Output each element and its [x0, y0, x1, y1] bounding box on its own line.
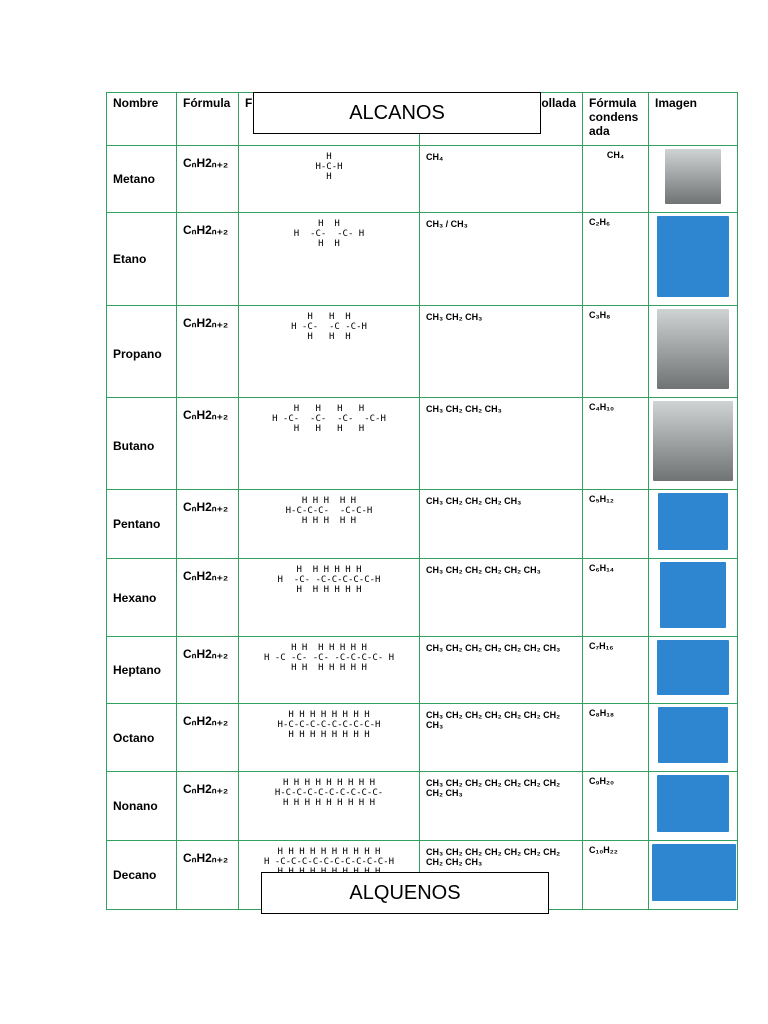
alkane-row [107, 146, 738, 213]
developed-formula [239, 559, 420, 637]
developed-formula-text: H H H H H H H H H H-C-C-C-C-C-C-C-C-C- H H H H H H H H H [274, 778, 384, 808]
condensed-formula: C₉H₂₀ [583, 772, 649, 841]
header-desarrollada: F [239, 93, 420, 146]
alkane-row [107, 704, 738, 772]
alkane-name: Octano [107, 704, 177, 772]
semi-formula-text: CH₃ CH₂ CH₂ CH₂ CH₂ CH₂ CH₂ CH₃ [426, 710, 561, 730]
condensed-formula: C₃H₈ [583, 306, 649, 398]
alkane-name: Nonano [107, 772, 177, 841]
developed-formula [239, 146, 420, 213]
molecule-photo [657, 775, 729, 832]
alkane-row [107, 559, 738, 637]
semi-formula-text: CH₃ CH₂ CH₂ CH₂ CH₂ CH₂ CH₃ [426, 643, 561, 653]
alkane-name: Heptano [107, 637, 177, 704]
alcanos-title-box: ALCANOS [253, 92, 541, 134]
molecule-photo [660, 562, 726, 628]
molecule-image [649, 637, 738, 704]
alkane-name: Decano [107, 841, 177, 910]
molecule-photo [657, 216, 729, 297]
alkane-row [107, 306, 738, 398]
header-nombre: Nombre [107, 93, 177, 146]
semi-developed-formula [420, 490, 583, 559]
molecule-image [649, 559, 738, 637]
semi-developed-formula [420, 213, 583, 306]
alkane-row [107, 490, 738, 559]
general-formula: CₙH2ₙ₊₂ [177, 213, 239, 306]
molecule-photo [657, 309, 729, 389]
condensed-formula: C₅H₁₂ [583, 490, 649, 559]
developed-formula-text: H H H H H H-C-C-C- -C-C-H H H H H H [285, 496, 373, 526]
developed-formula-text: H H H H H H H H -C -C- -C- -C-C-C-C- H H H H H H H H [263, 643, 395, 673]
condensed-formula: CH₄ [583, 146, 649, 213]
header-semidesarrollada: ollada [420, 93, 583, 146]
semi-formula-text: CH₃ CH₂ CH₂ CH₂ CH₂ CH₂ CH₂ CH₂ CH₂ CH₃ [426, 847, 561, 867]
alkane-name: Propano [107, 306, 177, 398]
general-formula: CₙH2ₙ₊₂ [177, 146, 239, 213]
header-imagen: Imagen [649, 93, 738, 146]
alkane-row [107, 398, 738, 490]
alkane-row [107, 772, 738, 841]
semi-developed-formula [420, 637, 583, 704]
molecule-image [649, 772, 738, 841]
molecule-photo [652, 844, 736, 901]
semi-formula-text: CH₃ CH₂ CH₃ [426, 312, 483, 322]
developed-formula [239, 398, 420, 490]
semi-formula-text: CH₄ [426, 152, 444, 162]
developed-formula-text: H H H H H H H H H-C-C-C-C-C-C-C-C-H H H H H H H H H [277, 710, 381, 740]
condensed-formula: C₄H₁₀ [583, 398, 649, 490]
developed-formula [239, 213, 420, 306]
condensed-formula: C₁₀H₂₂ [583, 841, 649, 910]
general-formula: CₙH2ₙ₊₂ [177, 490, 239, 559]
molecule-photo [657, 640, 729, 695]
molecule-photo [658, 707, 728, 763]
developed-formula [239, 704, 420, 772]
molecule-image [649, 398, 738, 490]
developed-formula-text: H H H H H H H -C- -C-C-C-C-C-H H H H H H H [277, 565, 381, 595]
semi-developed-formula [420, 146, 583, 213]
developed-formula-text: H H H -C- -C- H H H [293, 219, 365, 249]
general-formula: CₙH2ₙ₊₂ [177, 704, 239, 772]
general-formula: CₙH2ₙ₊₂ [177, 637, 239, 704]
molecule-photo [665, 149, 721, 204]
alkane-name: Etano [107, 213, 177, 306]
alquenos-title-box: ALQUENOS [261, 872, 549, 914]
semi-developed-formula [420, 559, 583, 637]
condensed-formula: C₈H₁₈ [583, 704, 649, 772]
molecule-image [649, 146, 738, 213]
developed-formula-text: H H H H H -C- -C- -C- -C-H H H H H [272, 404, 386, 434]
general-formula: CₙH2ₙ₊₂ [177, 772, 239, 841]
condensed-formula: C₆H₁₄ [583, 559, 649, 637]
header-condensada: Fórmula condens ada [583, 93, 649, 146]
semi-formula-text: CH₃ / CH₃ [426, 219, 468, 229]
semi-developed-formula [420, 398, 583, 490]
developed-formula [239, 772, 420, 841]
header-formula: Fórmula [177, 93, 239, 146]
general-formula: CₙH2ₙ₊₂ [177, 398, 239, 490]
condensed-formula: C₇H₁₆ [583, 637, 649, 704]
alkane-row [107, 213, 738, 306]
general-formula: CₙH2ₙ₊₂ [177, 841, 239, 910]
alkane-name: Hexano [107, 559, 177, 637]
semi-formula-text: CH₃ CH₂ CH₂ CH₂ CH₂ CH₂ CH₂ CH₂ CH₃ [426, 778, 561, 798]
molecule-image [649, 841, 738, 910]
semi-developed-formula [420, 306, 583, 398]
developed-formula [239, 637, 420, 704]
alkane-name: Butano [107, 398, 177, 490]
general-formula: CₙH2ₙ₊₂ [177, 559, 239, 637]
semi-developed-formula [420, 772, 583, 841]
developed-formula [239, 306, 420, 398]
molecule-image [649, 490, 738, 559]
molecule-image [649, 213, 738, 306]
condensed-formula: C₂H₆ [583, 213, 649, 306]
semi-developed-formula [420, 704, 583, 772]
developed-formula-text: H H H H H H H H H H H -C-C-C-C-C-C-C-C-C-C-H [263, 847, 395, 867]
alkanes-table [106, 92, 738, 910]
alkane-name: Pentano [107, 490, 177, 559]
molecule-photo [658, 493, 728, 550]
semi-formula-text: CH₃ CH₂ CH₂ CH₂ CH₂ CH₃ [426, 565, 541, 575]
semi-formula-text: CH₃ CH₂ CH₂ CH₃ [426, 404, 502, 414]
developed-formula [239, 490, 420, 559]
developed-formula-text: H H H H -C- -C -C-H H H H [291, 312, 367, 342]
developed-formula-text: H H-C-H H [315, 152, 343, 182]
molecule-image [649, 704, 738, 772]
alkane-row [107, 637, 738, 704]
general-formula: CₙH2ₙ₊₂ [177, 306, 239, 398]
semi-formula-text: CH₃ CH₂ CH₂ CH₂ CH₃ [426, 496, 522, 506]
molecule-photo [653, 401, 733, 481]
molecule-image [649, 306, 738, 398]
alkane-name: Metano [107, 146, 177, 213]
